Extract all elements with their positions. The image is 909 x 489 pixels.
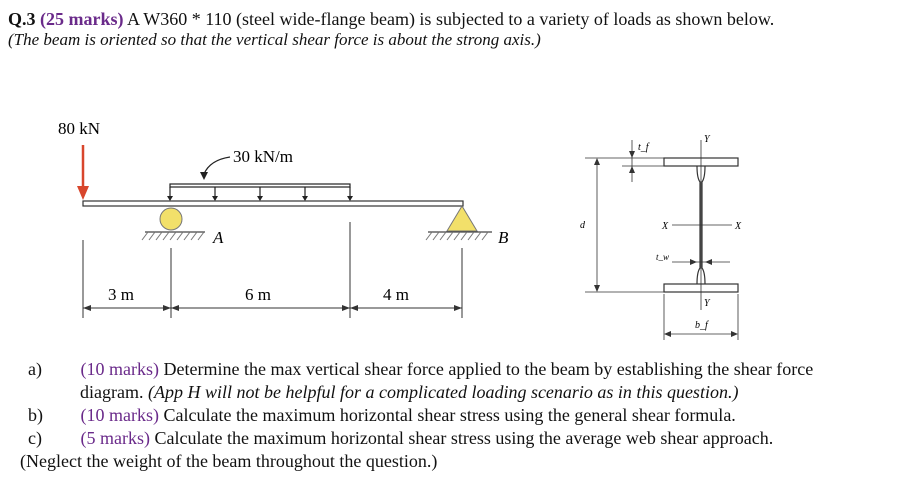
y-axis-label-top: Y — [704, 134, 710, 145]
tw-label: t_w — [656, 252, 670, 262]
part-a-continuation — [28, 381, 813, 404]
part-b — [28, 404, 813, 427]
d-label: d — [580, 220, 585, 231]
support-a-label: A — [213, 228, 224, 247]
question-note: (The beam is oriented so that the vertical shear force is about the strong axis.) — [8, 30, 541, 49]
distributed-load-label: 30 kN/m — [233, 147, 293, 166]
part-c — [28, 427, 813, 450]
pin-support-b — [447, 206, 477, 231]
part-a-text: Determine the max vertical shear force applied to the beam by establishing the shear force — [158, 359, 814, 379]
roller-support-a — [160, 208, 182, 230]
tf-label: t_f — [638, 142, 649, 153]
question-text: A W360 * 110 (steel wide-flange beam) is subjected to a variety of loads as shown below. — [123, 9, 775, 29]
x-axis-label-right: X — [735, 221, 742, 232]
support-b-label: B — [498, 228, 509, 247]
part-c-marks: (5 marks) — [80, 428, 150, 448]
part-c-label: c) — [28, 428, 42, 448]
part-a-label: a) — [28, 359, 42, 379]
part-a-marks: (10 marks) — [80, 359, 159, 379]
question-number: Q.3 — [8, 9, 36, 29]
dimension-6m: 6 m — [245, 285, 271, 304]
part-a-cont-italic: (App H will not be helpful for a complicated loading scenario as in this question.) — [147, 382, 739, 402]
question-parts — [20, 358, 814, 473]
question-marks: (25 marks) — [40, 9, 124, 29]
load-leader-line — [204, 157, 230, 174]
load-leader-arrowhead — [200, 172, 208, 180]
bf-label: b_f — [695, 320, 708, 331]
part-a-cont-plain: diagram. — [80, 382, 148, 402]
distributed-load-bar — [170, 184, 350, 187]
beam — [83, 201, 463, 206]
ground-hatch-a — [142, 232, 204, 240]
part-b-marks: (10 marks) — [80, 405, 159, 425]
ground-hatch-b — [426, 232, 488, 240]
x-axis-label-left: X — [662, 221, 669, 232]
part-b-text: Calculate the maximum horizontal shear stress using the general shear formula. — [158, 405, 736, 425]
dimension-4m: 4 m — [383, 285, 409, 304]
part-b-label: b) — [28, 405, 43, 425]
dimension-3m: 3 m — [108, 285, 134, 304]
part-c-text: Calculate the maximum horizontal shear stress using the average web shear approach. — [149, 428, 774, 448]
point-load-arrowhead — [77, 186, 89, 200]
point-load-label: 80 kN — [58, 119, 101, 138]
wide-flange-section — [661, 134, 742, 310]
y-axis-label-bottom: Y — [704, 298, 710, 309]
footer-note: (Neglect the weight of the beam throughout the question.) — [20, 451, 438, 471]
part-a — [28, 358, 813, 381]
